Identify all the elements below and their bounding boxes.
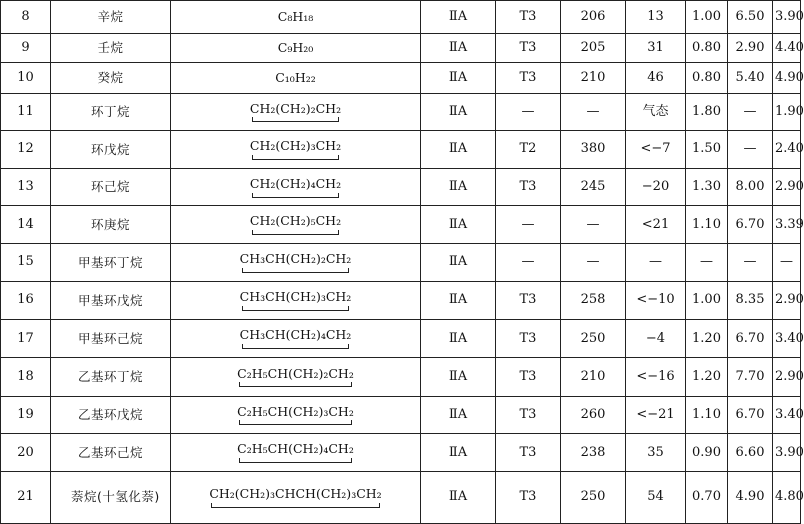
table-row bbox=[1, 206, 801, 244]
temp-cell: T3 bbox=[496, 472, 561, 524]
ign-cell: 205 bbox=[561, 33, 626, 63]
flash-cell: <−21 bbox=[626, 396, 686, 434]
formula-text: CH₃CH(CH₂)₄CH₂ bbox=[240, 328, 352, 349]
table-row bbox=[1, 320, 801, 358]
flash-cell: 31 bbox=[626, 33, 686, 63]
no-cell: 10 bbox=[1, 63, 51, 94]
table-row bbox=[1, 244, 801, 282]
ign-cell: 210 bbox=[561, 63, 626, 94]
vd-cell: 4.80 bbox=[773, 472, 801, 524]
lel-cell: 1.10 bbox=[686, 396, 728, 434]
temp-cell: — bbox=[496, 206, 561, 244]
no-cell: 18 bbox=[1, 358, 51, 397]
uel-cell: 8.00 bbox=[728, 168, 773, 206]
group-cell: ⅡA bbox=[421, 320, 496, 358]
ring-bond-line bbox=[252, 230, 339, 235]
vd-cell: 3.39 bbox=[773, 206, 801, 244]
ign-cell: 260 bbox=[561, 396, 626, 434]
name-cell: 壬烷 bbox=[51, 33, 171, 63]
formula-cell bbox=[171, 320, 421, 358]
group-cell: ⅡA bbox=[421, 131, 496, 169]
flash-cell: 54 bbox=[626, 472, 686, 524]
ign-cell: 250 bbox=[561, 472, 626, 524]
vd-cell: 3.90 bbox=[773, 1, 801, 34]
ring-bond-line bbox=[252, 155, 339, 160]
uel-cell: 6.50 bbox=[728, 1, 773, 34]
formula-cell bbox=[171, 168, 421, 206]
lel-cell: 1.30 bbox=[686, 168, 728, 206]
formula-cell bbox=[171, 358, 421, 397]
table-row bbox=[1, 93, 801, 131]
vd-cell: — bbox=[773, 244, 801, 282]
group-cell: ⅡA bbox=[421, 472, 496, 524]
ign-cell: 245 bbox=[561, 168, 626, 206]
formula-text: CH₃CH(CH₂)₂CH₂ bbox=[240, 252, 352, 273]
formula-text: CH₂(CH₂)₃CHCH(CH₂)₃CH₂ bbox=[209, 487, 381, 508]
formula-cell bbox=[171, 281, 421, 320]
lel-cell: 1.20 bbox=[686, 320, 728, 358]
formula-cell bbox=[171, 93, 421, 131]
vd-cell: 2.90 bbox=[773, 168, 801, 206]
flash-cell: <−16 bbox=[626, 358, 686, 397]
flash-cell: <−10 bbox=[626, 281, 686, 320]
table-row bbox=[1, 1, 801, 34]
lel-cell: 1.50 bbox=[686, 131, 728, 169]
ring-bond-line bbox=[242, 306, 350, 311]
formula-cell bbox=[171, 1, 421, 34]
uel-cell: 6.70 bbox=[728, 396, 773, 434]
no-cell: 16 bbox=[1, 281, 51, 320]
group-cell: ⅡA bbox=[421, 1, 496, 34]
name-cell: 环庚烷 bbox=[51, 206, 171, 244]
table-row bbox=[1, 131, 801, 169]
vd-cell: 4.40 bbox=[773, 33, 801, 63]
name-cell: 辛烷 bbox=[51, 1, 171, 34]
uel-cell: 2.90 bbox=[728, 33, 773, 63]
formula-text: CH₂(CH₂)₂CH₂ bbox=[250, 102, 341, 123]
group-cell: ⅡA bbox=[421, 358, 496, 397]
lel-cell: 1.80 bbox=[686, 93, 728, 131]
name-cell: 癸烷 bbox=[51, 63, 171, 94]
lel-cell: 0.80 bbox=[686, 63, 728, 94]
lel-cell: — bbox=[686, 244, 728, 282]
no-cell: 12 bbox=[1, 131, 51, 169]
vd-cell: 4.90 bbox=[773, 63, 801, 94]
no-cell: 13 bbox=[1, 168, 51, 206]
ring-bond-line bbox=[211, 503, 379, 508]
group-cell: ⅡA bbox=[421, 244, 496, 282]
ign-cell: — bbox=[561, 93, 626, 131]
formula-cell bbox=[171, 434, 421, 472]
ign-cell: 210 bbox=[561, 358, 626, 397]
ring-bond-line bbox=[252, 117, 339, 122]
vd-cell: 2.40 bbox=[773, 131, 801, 169]
formula-cell bbox=[171, 396, 421, 434]
name-cell: 环戊烷 bbox=[51, 131, 171, 169]
temp-cell: T3 bbox=[496, 168, 561, 206]
uel-cell: 6.60 bbox=[728, 434, 773, 472]
ring-bond-line bbox=[242, 344, 350, 349]
vd-cell: 2.90 bbox=[773, 358, 801, 397]
vd-cell: 1.90 bbox=[773, 93, 801, 131]
vd-cell: 3.90 bbox=[773, 434, 801, 472]
no-cell: 14 bbox=[1, 206, 51, 244]
name-cell: 环己烷 bbox=[51, 168, 171, 206]
ring-bond-line bbox=[239, 420, 352, 425]
no-cell: 11 bbox=[1, 93, 51, 131]
table-row bbox=[1, 63, 801, 94]
no-cell: 9 bbox=[1, 33, 51, 63]
ign-cell: 206 bbox=[561, 1, 626, 34]
group-cell: ⅡA bbox=[421, 434, 496, 472]
uel-cell: — bbox=[728, 131, 773, 169]
temp-cell: T3 bbox=[496, 1, 561, 34]
table-row bbox=[1, 396, 801, 434]
table-row bbox=[1, 434, 801, 472]
group-cell: ⅡA bbox=[421, 206, 496, 244]
lel-cell: 0.70 bbox=[686, 472, 728, 524]
temp-cell: T2 bbox=[496, 131, 561, 169]
uel-cell: 7.70 bbox=[728, 358, 773, 397]
name-cell: 甲基环丁烷 bbox=[51, 244, 171, 282]
name-cell: 环丁烷 bbox=[51, 93, 171, 131]
flash-cell: 46 bbox=[626, 63, 686, 94]
temp-cell: T3 bbox=[496, 434, 561, 472]
flash-cell: <21 bbox=[626, 206, 686, 244]
temp-cell: T3 bbox=[496, 396, 561, 434]
flash-cell: 35 bbox=[626, 434, 686, 472]
name-cell: 甲基环戊烷 bbox=[51, 281, 171, 320]
formula-text: C₂H₅CH(CH₂)₃CH₂ bbox=[237, 405, 354, 426]
table-body bbox=[1, 1, 804, 524]
vd-cell: 2.90 bbox=[773, 281, 801, 320]
ign-cell: 258 bbox=[561, 281, 626, 320]
formula-cell bbox=[171, 33, 421, 63]
group-cell: ⅡA bbox=[421, 396, 496, 434]
no-cell: 20 bbox=[1, 434, 51, 472]
name-cell: 乙基环丁烷 bbox=[51, 358, 171, 397]
ring-bond-line bbox=[242, 268, 350, 273]
table-row bbox=[1, 33, 801, 63]
group-cell: ⅡA bbox=[421, 63, 496, 94]
ign-cell: — bbox=[561, 206, 626, 244]
lel-cell: 1.20 bbox=[686, 358, 728, 397]
formula-text: C₉H₂₀ bbox=[277, 39, 314, 55]
flash-cell: −4 bbox=[626, 320, 686, 358]
ring-bond-line bbox=[239, 382, 352, 387]
no-cell: 19 bbox=[1, 396, 51, 434]
flash-cell: <−7 bbox=[626, 131, 686, 169]
no-cell: 8 bbox=[1, 1, 51, 34]
flash-cell: 13 bbox=[626, 1, 686, 34]
uel-cell: 5.40 bbox=[728, 63, 773, 94]
formula-text: C₁₀H₂₂ bbox=[275, 69, 316, 85]
table-row bbox=[1, 358, 801, 397]
formula-cell bbox=[171, 206, 421, 244]
formula-text: CH₂(CH₂)₃CH₂ bbox=[250, 139, 341, 160]
table-row bbox=[1, 472, 801, 524]
flash-cell: — bbox=[626, 244, 686, 282]
name-cell: 乙基环戊烷 bbox=[51, 396, 171, 434]
lel-cell: 0.80 bbox=[686, 33, 728, 63]
formula-cell bbox=[171, 131, 421, 169]
temp-cell: T3 bbox=[496, 281, 561, 320]
formula-text: CH₃CH(CH₂)₃CH₂ bbox=[240, 290, 352, 311]
vd-cell: 3.40 bbox=[773, 320, 801, 358]
table-row bbox=[1, 168, 801, 206]
uel-cell: — bbox=[728, 93, 773, 131]
lel-cell: 1.00 bbox=[686, 1, 728, 34]
uel-cell: 8.35 bbox=[728, 281, 773, 320]
temp-cell: T3 bbox=[496, 320, 561, 358]
formula-cell bbox=[171, 244, 421, 282]
uel-cell: 6.70 bbox=[728, 320, 773, 358]
formula-cell bbox=[171, 63, 421, 94]
ign-cell: — bbox=[561, 244, 626, 282]
name-cell: 萘烷(十氢化萘) bbox=[51, 472, 171, 524]
name-cell: 乙基环己烷 bbox=[51, 434, 171, 472]
group-cell: ⅡA bbox=[421, 168, 496, 206]
temp-cell: — bbox=[496, 93, 561, 131]
flash-cell: 气态 bbox=[626, 93, 686, 131]
lel-cell: 1.00 bbox=[686, 281, 728, 320]
no-cell: 17 bbox=[1, 320, 51, 358]
uel-cell: 6.70 bbox=[728, 206, 773, 244]
temp-cell: T3 bbox=[496, 63, 561, 94]
formula-text: C₂H₅CH(CH₂)₂CH₂ bbox=[237, 367, 354, 388]
table-row bbox=[1, 281, 801, 320]
no-cell: 15 bbox=[1, 244, 51, 282]
uel-cell: 4.90 bbox=[728, 472, 773, 524]
vd-cell: 3.40 bbox=[773, 396, 801, 434]
formula-text: C₈H₁₈ bbox=[277, 8, 314, 24]
temp-cell: T3 bbox=[496, 358, 561, 397]
formula-text: CH₂(CH₂)₅CH₂ bbox=[250, 214, 341, 235]
formula-text: C₂H₅CH(CH₂)₄CH₂ bbox=[237, 442, 354, 463]
group-cell: ⅡA bbox=[421, 281, 496, 320]
formula-cell bbox=[171, 472, 421, 524]
ring-bond-line bbox=[239, 458, 352, 463]
uel-cell: — bbox=[728, 244, 773, 282]
flash-cell: −20 bbox=[626, 168, 686, 206]
formula-text: CH₂(CH₂)₄CH₂ bbox=[250, 177, 341, 198]
lel-cell: 1.10 bbox=[686, 206, 728, 244]
ign-cell: 238 bbox=[561, 434, 626, 472]
name-cell: 甲基环己烷 bbox=[51, 320, 171, 358]
temp-cell: T3 bbox=[496, 33, 561, 63]
ign-cell: 250 bbox=[561, 320, 626, 358]
temp-cell: — bbox=[496, 244, 561, 282]
no-cell: 21 bbox=[1, 472, 51, 524]
ign-cell: 380 bbox=[561, 131, 626, 169]
lel-cell: 0.90 bbox=[686, 434, 728, 472]
ring-bond-line bbox=[252, 193, 339, 198]
group-cell: ⅡA bbox=[421, 93, 496, 131]
group-cell: ⅡA bbox=[421, 33, 496, 63]
